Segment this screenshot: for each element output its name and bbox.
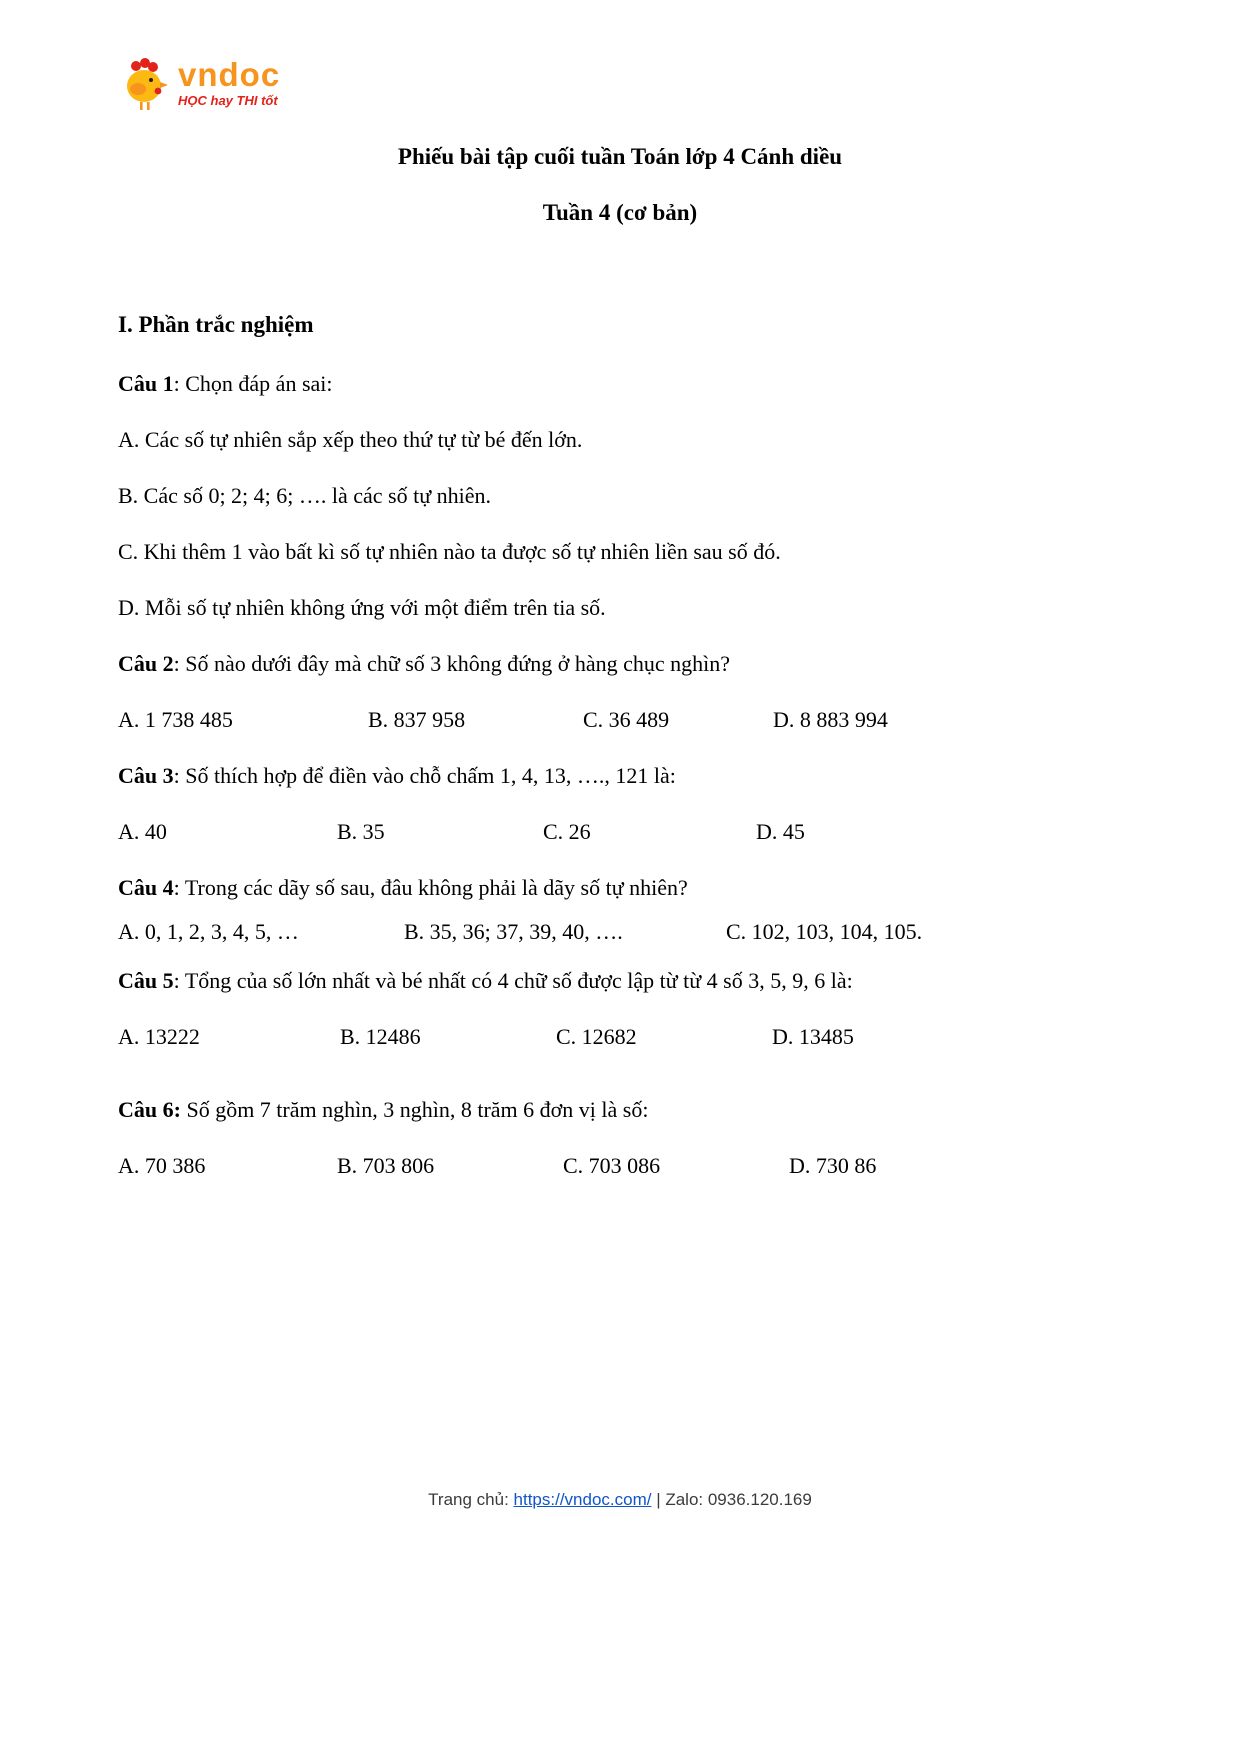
footer-home-link[interactable]: https://vndoc.com/ xyxy=(513,1490,652,1509)
question-3-option-d: D. 45 xyxy=(756,819,805,844)
question-6-option-b: B. 703 806 xyxy=(337,1153,435,1178)
logo-brand: vndoc xyxy=(178,56,281,93)
question-2-label: Câu 2 xyxy=(118,651,174,676)
question-4-text: : Trong các dãy số sau, đâu không phải là dãy số tự nhiên? xyxy=(173,875,688,900)
question-6-option-c: C. 703 086 xyxy=(563,1153,661,1178)
question-1-option-d: D. Mỗi số tự nhiên không ứng với một điểm trên tia số. xyxy=(118,595,606,620)
question-4 xyxy=(118,874,1122,901)
question-5-label: Câu 5 xyxy=(118,968,174,993)
question-3-text: : Số thích hợp để điền vào chỗ chấm 1, 4, 13, …., 121 là: xyxy=(173,763,676,788)
question-3 xyxy=(118,762,1122,789)
logo-text-block xyxy=(178,58,280,109)
question-5-option-d: D. 13485 xyxy=(772,1024,854,1049)
section-heading: I. Phần trắc nghiệm xyxy=(118,312,314,337)
question-6-text: Số gồm 7 trăm nghìn, 3 nghìn, 8 trăm 6 đơn vị là số: xyxy=(180,1097,649,1122)
question-2-text: : Số nào dưới đây mà chữ số 3 không đứng ở hàng chục nghìn? xyxy=(173,651,731,676)
question-3-option-c: C. 26 xyxy=(543,819,591,844)
question-3-option-b: B. 35 xyxy=(337,819,385,844)
question-1-text: : Chọn đáp án sai: xyxy=(173,371,333,396)
question-2-options xyxy=(118,706,1122,733)
question-4-option-a: A. 0, 1, 2, 3, 4, 5, … xyxy=(118,919,299,944)
vndoc-logo xyxy=(118,58,1122,130)
question-5-text: : Tổng của số lớn nhất và bé nhất có 4 chữ số được lập từ từ 4 số 3, 5, 9, 6 là: xyxy=(173,968,853,993)
question-6-option-d: D. 730 86 xyxy=(789,1153,877,1178)
question-6 xyxy=(118,1096,1122,1123)
rooster-logo-icon xyxy=(118,58,170,114)
question-5-option-a: A. 13222 xyxy=(118,1024,200,1049)
question-1-label: Câu 1 xyxy=(118,371,174,396)
question-4-option-b: B. 35, 36; 37, 39, 40, …. xyxy=(404,919,623,944)
question-2-option-c: C. 36 489 xyxy=(583,707,670,732)
question-1-option-c: C. Khi thêm 1 vào bất kì số tự nhiên nào ta được số tự nhiên liền sau số đó. xyxy=(118,539,781,564)
page-title: Phiếu bài tập cuối tuần Toán lớp 4 Cánh diều xyxy=(397,144,843,169)
question-4-options xyxy=(118,918,1122,945)
question-5-option-b: B. 12486 xyxy=(340,1024,421,1049)
logo-tagline: HỌC hay THI tốt xyxy=(178,93,278,108)
question-6-label: Câu 6: xyxy=(118,1097,181,1122)
footer-prefix: Trang chủ: xyxy=(428,1490,514,1509)
footer-zalo: | Zalo: 0936.120.169 xyxy=(651,1490,812,1509)
question-5-options xyxy=(118,1023,1122,1050)
page-footer xyxy=(0,1490,1240,1510)
question-2-option-b: B. 837 958 xyxy=(368,707,466,732)
question-4-label: Câu 4 xyxy=(118,875,174,900)
question-3-options xyxy=(118,818,1122,845)
question-2 xyxy=(118,650,1122,677)
question-1 xyxy=(118,370,1122,397)
question-4-option-c: C. 102, 103, 104, 105. xyxy=(726,919,923,944)
question-6-option-a: A. 70 386 xyxy=(118,1153,206,1178)
question-3-label: Câu 3 xyxy=(118,763,174,788)
question-5-option-c: C. 12682 xyxy=(556,1024,637,1049)
question-1-option-b: B. Các số 0; 2; 4; 6; …. là các số tự nhiên. xyxy=(118,483,492,508)
page-subtitle: Tuần 4 (cơ bản) xyxy=(542,200,698,225)
question-5 xyxy=(118,967,1122,994)
question-1-option-a: A. Các số tự nhiên sắp xếp theo thứ tự từ bé đến lớn. xyxy=(118,427,583,452)
question-3-option-a: A. 40 xyxy=(118,819,167,844)
question-6-options xyxy=(118,1152,1122,1179)
question-2-option-a: A. 1 738 485 xyxy=(118,707,233,732)
question-2-option-d: D. 8 883 994 xyxy=(773,707,888,732)
